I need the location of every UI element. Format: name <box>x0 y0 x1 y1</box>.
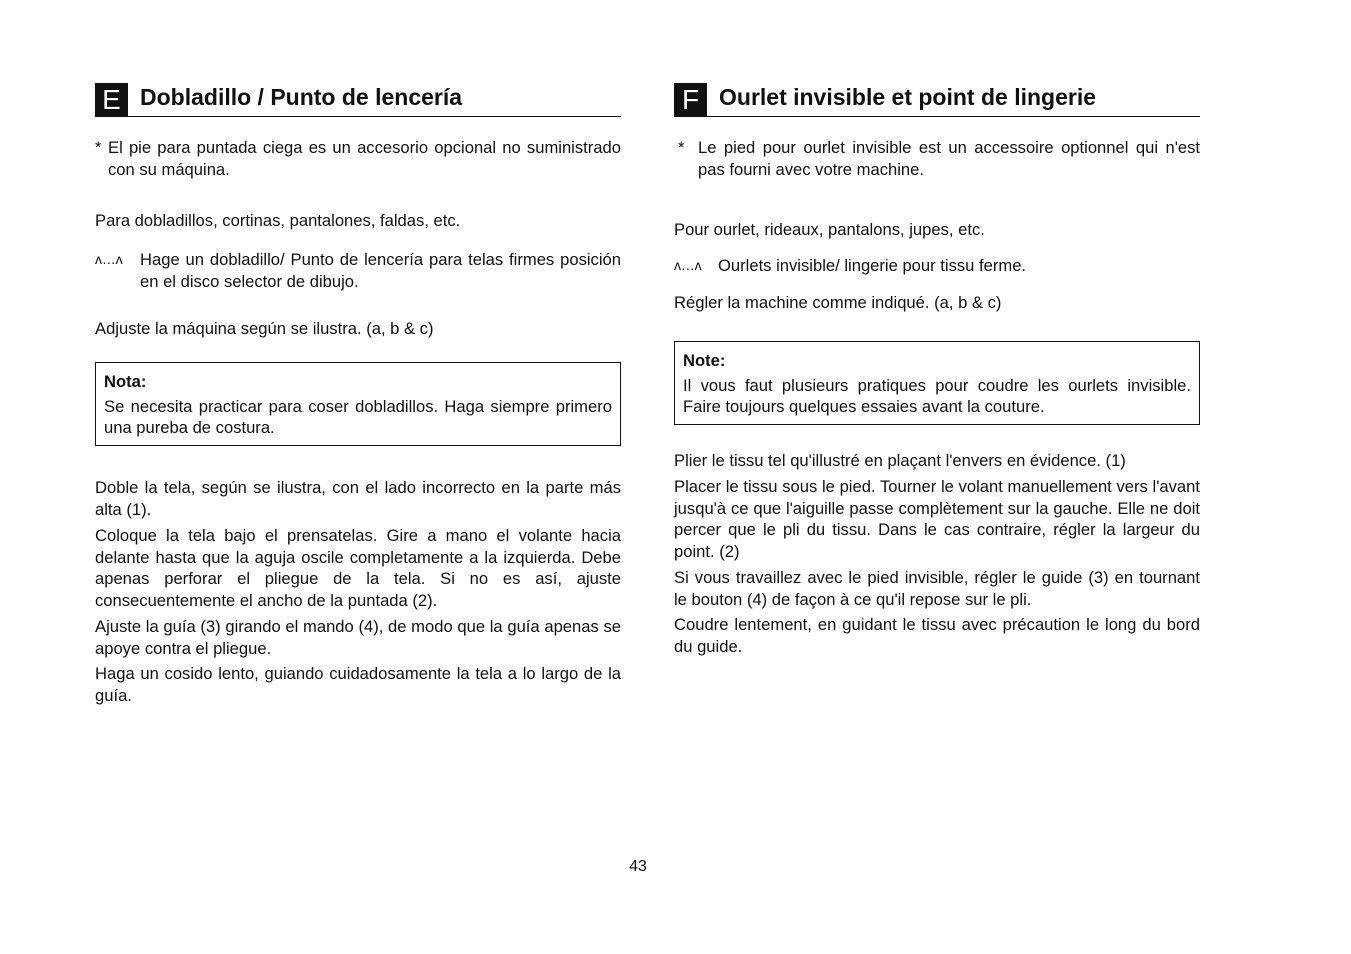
french-stitch-setting <box>674 255 1200 277</box>
spanish-note-text: Se necesita practicar para coser dobladillos. Haga siempre primero una pureba de costura. <box>104 396 612 437</box>
french-note-box <box>674 341 1200 425</box>
french-note-text: Il vous faut plusieurs pratiques pour coudre les ourlets invisible. Faire toujours quelques essaies avant la couture. <box>683 375 1191 416</box>
blind-hem-stitch-icon: ʌ...ʌ <box>95 251 124 267</box>
french-section <box>674 82 1200 656</box>
spanish-section <box>95 82 621 705</box>
french-step-1: Plier le tissu tel qu'illustré en plaçant l'envers en évidence. (1) <box>674 451 1126 470</box>
spanish-accessory-note-text: El pie para puntada ciega es un accesorio opcional no suministrado con su máquina. <box>108 138 621 179</box>
language-badge-f: F <box>674 83 707 116</box>
page-number: 43 <box>629 858 647 875</box>
spanish-note-label: Nota: <box>104 372 147 391</box>
spanish-step-3: Ajuste la guía (3) girando el mando (4), de modo que la guía apenas se apoye contra el pliegue. <box>95 617 621 658</box>
asterisk-mark: * <box>678 138 685 157</box>
french-step-3: Si vous travaillez avec le pied invisible, régler le guide (3) en tournant le bouton (4) de façon à ce qu'il repose sur le pli. <box>674 568 1200 609</box>
french-accessory-note <box>674 137 1200 180</box>
spanish-stitch-setting <box>95 249 621 292</box>
french-uses: Pour ourlet, rideaux, pantalons, jupes, etc. <box>674 220 985 239</box>
french-note-label: Note: <box>683 351 726 370</box>
spanish-accessory-note <box>95 137 621 180</box>
spanish-adjust: Adjuste la máquina según se ilustra. (a, b & c) <box>95 319 434 338</box>
spanish-uses: Para dobladillos, cortinas, pantalones, faldas, etc. <box>95 211 461 230</box>
spanish-stitch-setting-text: Hage un dobladillo/ Punto de lencería para telas firmes posición en el disco selector de dibujo. <box>140 250 621 291</box>
french-step-4: Coudre lentement, en guidant le tissu avec précaution le long du bord du guide. <box>674 615 1200 656</box>
french-adjust: Régler la machine comme indiqué. (a, b & c) <box>674 293 1002 312</box>
language-badge-e: E <box>95 83 128 116</box>
spanish-step-4: Haga un cosido lento, guiando cuidadosamente la tela a lo largo de la guía. <box>95 664 621 705</box>
french-heading <box>674 82 1200 117</box>
french-title: Ourlet invisible et point de lingerie <box>719 84 1097 110</box>
spanish-heading <box>95 82 621 117</box>
blind-hem-stitch-icon: ʌ...ʌ <box>674 257 703 273</box>
spanish-step-1: Doble la tela, según se ilustra, con el lado incorrecto en la parte más alta (1). <box>95 478 621 519</box>
spanish-note-box <box>95 362 621 446</box>
asterisk-mark: * <box>95 138 102 157</box>
french-step-2: Placer le tissu sous le pied. Tourner le volant manuellement vers l'avant jusqu'à ce que l'aiguille passe complètement sur la gauche. Elle ne doit percer que le pli du tissu. Dans le cas contraire, régler la largeur du point. (2) <box>674 477 1200 561</box>
spanish-title: Dobladillo / Punto de lencería <box>140 84 463 110</box>
spanish-step-2: Coloque la tela bajo el prensatelas. Gire a mano el volante hacia delante hasta que la aguja oscile completamente a la izquierda. Debe apenas perforar el pliegue de la tela. Si no es así, ajuste consecuentemente el ancho de la puntada (2). <box>95 526 621 610</box>
french-stitch-setting-text: Ourlets invisible/ lingerie pour tissu ferme. <box>718 256 1027 275</box>
french-accessory-note-text: Le pied pour ourlet invisible est un accessoire optionnel qui n'est pas fourni avec votre machine. <box>698 138 1200 179</box>
